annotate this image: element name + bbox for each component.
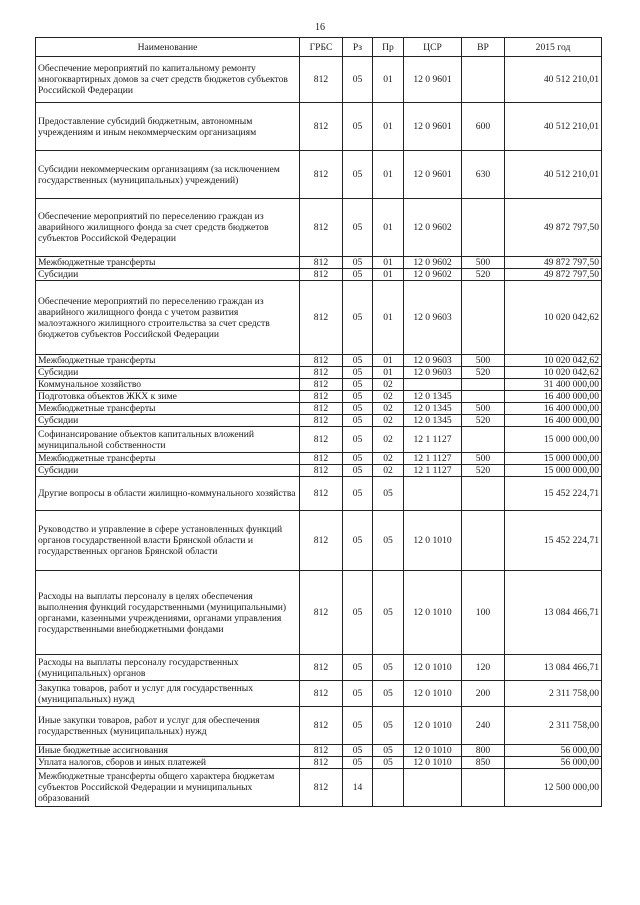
row-grbs: 812	[300, 707, 343, 745]
row-csr: 12 0 1345	[404, 415, 462, 427]
table-row	[36, 355, 602, 367]
row-name: Межбюджетные трансферты	[36, 403, 300, 415]
row-name: Субсидии	[36, 465, 300, 477]
row-name: Межбюджетные трансферты	[36, 355, 300, 367]
row-rz: 05	[343, 655, 373, 681]
row-grbs: 812	[300, 281, 343, 355]
row-grbs: 812	[300, 655, 343, 681]
row-amount: 56 000,00	[505, 757, 602, 769]
table-row	[36, 707, 602, 745]
row-amount: 31 400 000,00	[505, 379, 602, 391]
row-csr: 12 0 1010	[404, 745, 462, 757]
table-header-row	[36, 38, 602, 57]
row-amount: 15 000 000,00	[505, 453, 602, 465]
row-name: Руководство и управление в сфере установленных функций органов государственной власти Брянской области и государственных органов Брянской области	[36, 511, 300, 571]
row-grbs: 812	[300, 367, 343, 379]
header-csr: ЦСР	[404, 38, 462, 57]
row-rz: 05	[343, 745, 373, 757]
row-csr: 12 0 9602	[404, 257, 462, 269]
row-rz: 05	[343, 379, 373, 391]
row-grbs: 812	[300, 769, 343, 807]
row-csr: 12 0 9602	[404, 199, 462, 257]
row-rz: 05	[343, 151, 373, 199]
row-name: Субсидии	[36, 269, 300, 281]
row-grbs: 812	[300, 477, 343, 511]
table-row	[36, 571, 602, 655]
table-row	[36, 103, 602, 151]
row-amount: 15 000 000,00	[505, 465, 602, 477]
row-pr: 05	[373, 655, 404, 681]
table-row	[36, 655, 602, 681]
row-rz: 05	[343, 257, 373, 269]
table-row	[36, 257, 602, 269]
row-name: Обеспечение мероприятий по капитальному ремонту многоквартирных домов за счет средств бюджетов субъектов Российской Федерации	[36, 57, 300, 103]
row-grbs: 812	[300, 355, 343, 367]
row-rz: 05	[343, 453, 373, 465]
row-vr	[462, 391, 505, 403]
row-csr: 12 1 1127	[404, 427, 462, 453]
header-grbs: ГРБС	[300, 38, 343, 57]
table-row	[36, 403, 602, 415]
row-amount: 16 400 000,00	[505, 403, 602, 415]
row-pr: 05	[373, 681, 404, 707]
row-csr	[404, 379, 462, 391]
row-csr: 12 0 1010	[404, 511, 462, 571]
row-amount: 15 452 224,71	[505, 511, 602, 571]
table-row	[36, 415, 602, 427]
row-rz: 05	[343, 103, 373, 151]
row-vr	[462, 57, 505, 103]
row-rz: 05	[343, 757, 373, 769]
row-csr: 12 0 1010	[404, 681, 462, 707]
header-year: 2015 год	[505, 38, 602, 57]
row-pr: 05	[373, 571, 404, 655]
row-pr: 01	[373, 257, 404, 269]
row-name: Субсидии	[36, 415, 300, 427]
row-pr: 05	[373, 511, 404, 571]
row-pr: 05	[373, 745, 404, 757]
row-vr: 500	[462, 355, 505, 367]
row-grbs: 812	[300, 103, 343, 151]
row-csr: 12 0 9601	[404, 103, 462, 151]
row-vr: 800	[462, 745, 505, 757]
row-grbs: 812	[300, 379, 343, 391]
header-rz: Рз	[343, 38, 373, 57]
row-grbs: 812	[300, 745, 343, 757]
row-pr: 01	[373, 103, 404, 151]
row-amount: 49 872 797,50	[505, 199, 602, 257]
row-rz: 05	[343, 269, 373, 281]
row-rz: 05	[343, 707, 373, 745]
row-name: Межбюджетные трансферты общего характера бюджетам субъектов Российской Федерации и муниципальных образований	[36, 769, 300, 807]
table-row	[36, 367, 602, 379]
row-pr: 02	[373, 403, 404, 415]
row-grbs: 812	[300, 453, 343, 465]
table-row	[36, 281, 602, 355]
row-vr: 500	[462, 257, 505, 269]
row-amount: 10 020 042,62	[505, 355, 602, 367]
table-row	[36, 511, 602, 571]
row-grbs: 812	[300, 757, 343, 769]
row-grbs: 812	[300, 199, 343, 257]
row-pr: 02	[373, 391, 404, 403]
row-rz: 05	[343, 415, 373, 427]
row-grbs: 812	[300, 571, 343, 655]
table-row	[36, 391, 602, 403]
row-csr: 12 0 9603	[404, 281, 462, 355]
row-vr: 630	[462, 151, 505, 199]
row-pr: 05	[373, 477, 404, 511]
row-rz: 14	[343, 769, 373, 807]
table-row	[36, 427, 602, 453]
row-csr: 12 0 9601	[404, 57, 462, 103]
row-vr	[462, 511, 505, 571]
row-csr: 12 1 1127	[404, 465, 462, 477]
row-vr: 100	[462, 571, 505, 655]
row-amount: 10 020 042,62	[505, 367, 602, 379]
row-pr: 02	[373, 427, 404, 453]
row-amount: 2 311 758,00	[505, 681, 602, 707]
row-name: Уплата налогов, сборов и иных платежей	[36, 757, 300, 769]
row-csr: 12 0 9603	[404, 355, 462, 367]
row-csr: 12 0 1010	[404, 757, 462, 769]
table-row	[36, 745, 602, 757]
row-pr: 05	[373, 757, 404, 769]
row-rz: 05	[343, 403, 373, 415]
row-vr	[462, 477, 505, 511]
table-row	[36, 477, 602, 511]
row-pr: 01	[373, 151, 404, 199]
row-vr: 520	[462, 465, 505, 477]
row-rz: 05	[343, 367, 373, 379]
budget-table	[35, 37, 602, 807]
row-amount: 40 512 210,01	[505, 103, 602, 151]
table-row	[36, 57, 602, 103]
table-row	[36, 681, 602, 707]
row-csr: 12 1 1127	[404, 453, 462, 465]
row-pr: 02	[373, 453, 404, 465]
row-vr: 500	[462, 453, 505, 465]
row-csr: 12 0 1345	[404, 391, 462, 403]
row-vr: 520	[462, 415, 505, 427]
row-amount: 40 512 210,01	[505, 57, 602, 103]
row-name: Софинансирование объектов капитальных вложений муниципальной собственности	[36, 427, 300, 453]
row-grbs: 812	[300, 415, 343, 427]
row-pr: 01	[373, 281, 404, 355]
row-rz: 05	[343, 427, 373, 453]
row-grbs: 812	[300, 511, 343, 571]
table-row	[36, 757, 602, 769]
row-pr: 01	[373, 367, 404, 379]
row-pr: 01	[373, 269, 404, 281]
row-amount: 49 872 797,50	[505, 269, 602, 281]
row-csr: 12 0 9601	[404, 151, 462, 199]
row-vr: 120	[462, 655, 505, 681]
row-name: Иные бюджетные ассигнования	[36, 745, 300, 757]
row-vr	[462, 199, 505, 257]
row-name: Закупка товаров, работ и услуг для государственных (муниципальных) нужд	[36, 681, 300, 707]
row-amount: 13 084 466,71	[505, 655, 602, 681]
row-grbs: 812	[300, 257, 343, 269]
table-row	[36, 453, 602, 465]
row-pr	[373, 769, 404, 807]
row-amount: 49 872 797,50	[505, 257, 602, 269]
row-name: Обеспечение мероприятий по переселению граждан из аварийного жилищного фонда за счет средств бюджетов субъектов Российской Федерации	[36, 199, 300, 257]
row-rz: 05	[343, 571, 373, 655]
row-name: Расходы на выплаты персоналу в целях обеспечения выполнения функций государственными (муниципальными) органами, казенными учреждениями, органами управления государственными внебюджетными фондами	[36, 571, 300, 655]
row-vr: 520	[462, 269, 505, 281]
row-csr: 12 0 1010	[404, 707, 462, 745]
row-vr	[462, 281, 505, 355]
table-row	[36, 151, 602, 199]
row-pr: 05	[373, 707, 404, 745]
row-amount: 56 000,00	[505, 745, 602, 757]
row-rz: 05	[343, 511, 373, 571]
row-amount: 10 020 042,62	[505, 281, 602, 355]
row-rz: 05	[343, 199, 373, 257]
row-grbs: 812	[300, 403, 343, 415]
row-amount: 13 084 466,71	[505, 571, 602, 655]
row-csr	[404, 477, 462, 511]
row-grbs: 812	[300, 681, 343, 707]
row-amount: 15 452 224,71	[505, 477, 602, 511]
row-name: Другие вопросы в области жилищно-коммунального хозяйства	[36, 477, 300, 511]
row-name: Субсидии	[36, 367, 300, 379]
row-csr: 12 0 1010	[404, 655, 462, 681]
row-grbs: 812	[300, 269, 343, 281]
row-vr	[462, 379, 505, 391]
row-vr: 850	[462, 757, 505, 769]
row-grbs: 812	[300, 427, 343, 453]
row-grbs: 812	[300, 57, 343, 103]
row-amount: 16 400 000,00	[505, 391, 602, 403]
row-rz: 05	[343, 477, 373, 511]
row-rz: 05	[343, 465, 373, 477]
row-name: Межбюджетные трансферты	[36, 453, 300, 465]
row-pr: 02	[373, 465, 404, 477]
row-csr	[404, 769, 462, 807]
header-name: Наименование	[36, 38, 300, 57]
row-rz: 05	[343, 681, 373, 707]
row-pr: 01	[373, 199, 404, 257]
row-rz: 05	[343, 57, 373, 103]
table-row	[36, 379, 602, 391]
table-row	[36, 199, 602, 257]
row-vr: 500	[462, 403, 505, 415]
row-amount: 40 512 210,01	[505, 151, 602, 199]
row-name: Расходы на выплаты персоналу государственных (муниципальных) органов	[36, 655, 300, 681]
row-rz: 05	[343, 355, 373, 367]
header-vr: ВР	[462, 38, 505, 57]
table-row	[36, 769, 602, 807]
row-csr: 12 0 9603	[404, 367, 462, 379]
row-amount: 12 500 000,00	[505, 769, 602, 807]
row-name: Обеспечение мероприятий по переселению граждан из аварийного жилищного фонда с учетом развития малоэтажного жилищного строительства за счет средств бюджетов субъектов Российской Федерации	[36, 281, 300, 355]
row-grbs: 812	[300, 391, 343, 403]
header-pr: Пр	[373, 38, 404, 57]
row-name: Субсидии некоммерческим организациям (за исключением государственных (муниципальных) учреждений)	[36, 151, 300, 199]
row-vr: 520	[462, 367, 505, 379]
row-csr: 12 0 9602	[404, 269, 462, 281]
row-name: Коммунальное хозяйство	[36, 379, 300, 391]
row-csr: 12 0 1345	[404, 403, 462, 415]
row-vr	[462, 427, 505, 453]
row-vr	[462, 769, 505, 807]
row-pr: 02	[373, 379, 404, 391]
row-csr: 12 0 1010	[404, 571, 462, 655]
row-rz: 05	[343, 281, 373, 355]
page-number: 16	[315, 22, 325, 33]
row-vr: 600	[462, 103, 505, 151]
row-vr: 240	[462, 707, 505, 745]
row-name: Межбюджетные трансферты	[36, 257, 300, 269]
row-pr: 01	[373, 57, 404, 103]
table-row	[36, 465, 602, 477]
table-row	[36, 269, 602, 281]
row-grbs: 812	[300, 465, 343, 477]
row-name: Иные закупки товаров, работ и услуг для обеспечения государственных (муниципальных) нужд	[36, 707, 300, 745]
row-amount: 2 311 758,00	[505, 707, 602, 745]
row-amount: 15 000 000,00	[505, 427, 602, 453]
row-pr: 02	[373, 415, 404, 427]
row-rz: 05	[343, 391, 373, 403]
row-vr: 200	[462, 681, 505, 707]
row-grbs: 812	[300, 151, 343, 199]
row-name: Подготовка объектов ЖКХ к зиме	[36, 391, 300, 403]
row-name: Предоставление субсидий бюджетным, автономным учреждениям и иным некоммерческим организациям	[36, 103, 300, 151]
row-pr: 01	[373, 355, 404, 367]
row-amount: 16 400 000,00	[505, 415, 602, 427]
